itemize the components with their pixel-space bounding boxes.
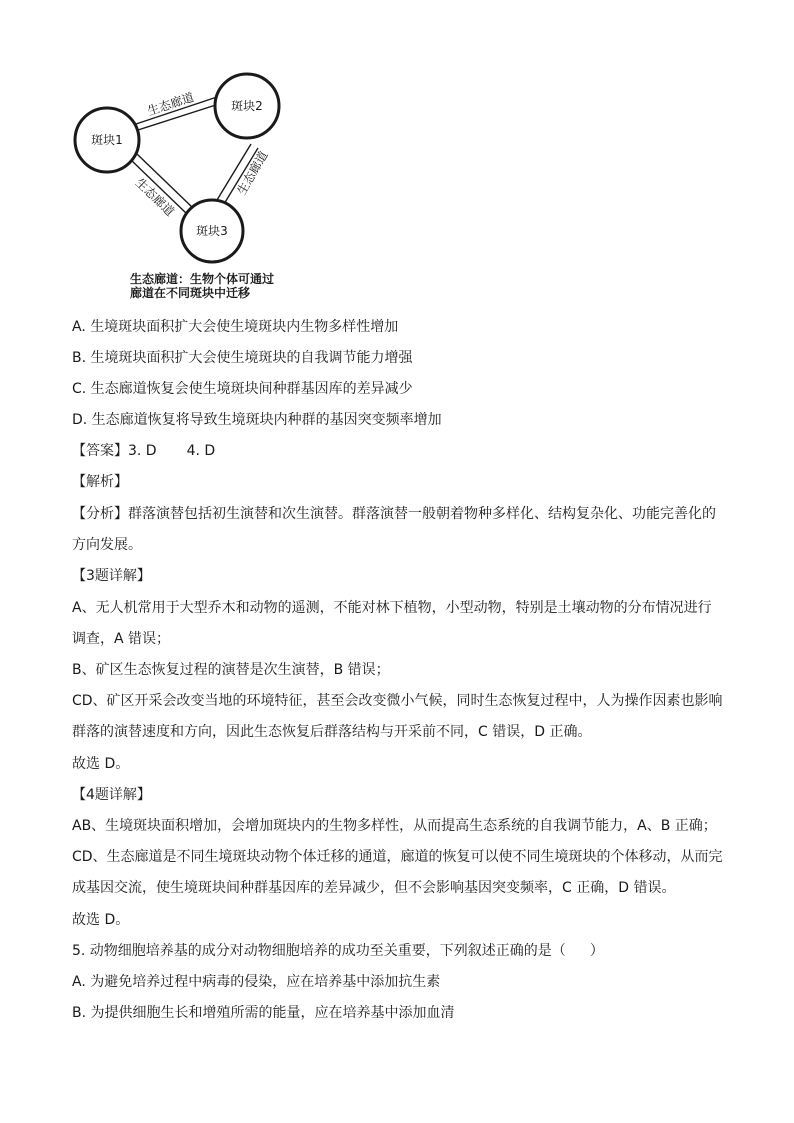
patch-3-label: 斑块3 <box>196 224 228 238</box>
q4-line-2: CD、生态廊道是不同生境斑块动物个体迁移的通道，廊道的恢复可以使不同生境斑块的个体移动，从而完 <box>72 849 723 865</box>
q3-line-6: 故选 D。 <box>72 756 130 772</box>
patch-1-label: 斑块1 <box>91 133 123 147</box>
q3-line-2: 调查，A 错误； <box>72 631 171 647</box>
q5-stem <box>72 941 732 961</box>
answer-line <box>72 441 732 461</box>
diagram-caption-line-1: 生态廊道：生物个体可通过 <box>130 272 275 286</box>
q4-detail-heading: 【4题详解】 <box>72 787 151 803</box>
analysis-line-2: 方向发展。 <box>72 537 142 553</box>
habitat-patch-diagram <box>60 60 320 310</box>
answer-label: 【答案】 <box>72 443 128 459</box>
answer-q4: 4. D <box>186 443 216 459</box>
q5-option-b: B. 为提供细胞生长和增殖所需的能量，应在培养基中添加血清 <box>72 1005 455 1021</box>
analysis-text-1: 群落演替包括初生演替和次生演替。群落演替一般朝着物种多样化、结构复杂化、功能完善化的 <box>128 506 716 522</box>
corridor-label-1-3: 生态廊道 <box>132 175 177 219</box>
option-c: C. 生态廊道恢复会使生境斑块间种群基因库的差异减少 <box>72 381 413 397</box>
analysis-heading: 【解析】 <box>72 474 128 490</box>
option-a: A. 生境斑块面积扩大会使生境斑块内生物多样性增加 <box>72 319 399 335</box>
patch-2-label: 斑块2 <box>231 99 263 113</box>
analysis-label: 【分析】 <box>72 506 128 522</box>
patch-corridor-svg <box>60 60 320 310</box>
q4-line-1: AB、生境斑块面积增加，会增加斑块内的生物多样性，从而提高生态系统的自我调节能力，A、B 正确； <box>72 818 717 834</box>
answer-q3: 3. D <box>128 443 157 459</box>
q5-stem-close: ） <box>589 943 604 959</box>
q3-line-4: CD、矿区开采会改变当地的环境特征，甚至会改变微小气候，同时生态恢复过程中，人为操作因素也影响 <box>72 693 723 709</box>
q3-line-5: 群落的演替速度和方向，因此生态恢复后群落结构与开采前不同，C 错误，D 正确。 <box>72 724 592 740</box>
option-b: B. 生境斑块面积扩大会使生境斑块的自我调节能力增强 <box>72 350 413 366</box>
q3-line-3: B、矿区生态恢复过程的演替是次生演替，B 错误； <box>72 662 390 678</box>
q4-line-3: 成基因交流，使生境斑块间种群基因库的差异减少，但不会影响基因突变频率，C 正确，D 错误。 <box>72 880 676 896</box>
q5-option-a: A. 为避免培养过程中病毒的侵染，应在培养基中添加抗生素 <box>72 974 441 990</box>
corridor-label-2-3: 生态廊道 <box>234 148 271 198</box>
analysis-line-1 <box>72 504 732 524</box>
option-d: D. 生态廊道恢复将导致生境斑块内种群的基因突变频率增加 <box>72 412 442 428</box>
q4-line-4: 故选 D。 <box>72 912 130 928</box>
corridor-label-1-2: 生态廊道 <box>145 90 196 119</box>
diagram-caption-line-2: 廊道在不同斑块中迁移 <box>130 286 251 300</box>
q5-stem-text: 5. 动物细胞培养基的成分对动物细胞培养的成功至关重要，下列叙述正确的是（ <box>72 943 566 959</box>
q3-line-1: A、无人机常用于大型乔木和动物的遥测，不能对林下植物，小型动物，特别是土壤动物的分布情况进行 <box>72 600 712 616</box>
q3-detail-heading: 【3题详解】 <box>72 568 151 584</box>
